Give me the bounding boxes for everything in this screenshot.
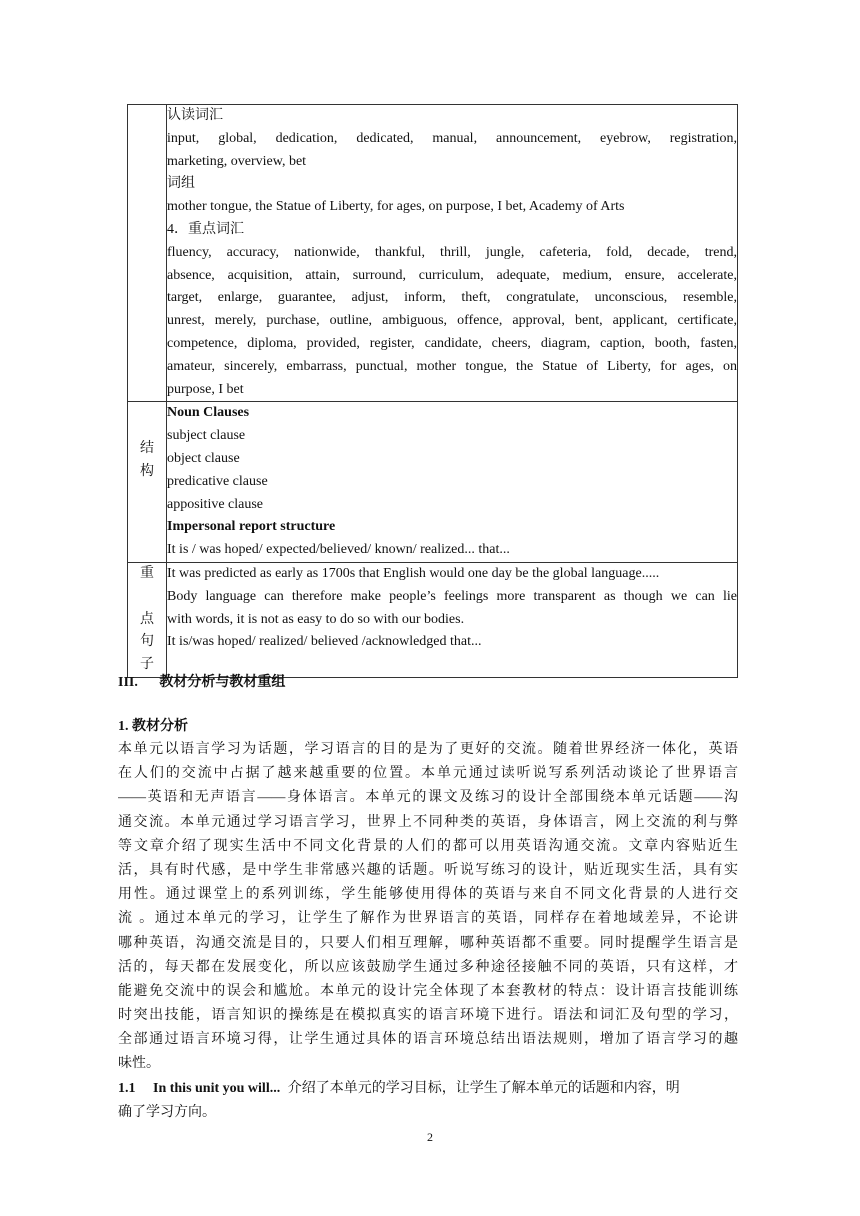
section-number: III.: [118, 675, 138, 690]
analysis-line: 通交流。本单元通过学习语言学习，世界上不同种类的英语，身体语言，网上交流的利与弊: [118, 814, 738, 830]
vocab-label-cell: [128, 105, 167, 402]
vocab-content-cell: [167, 105, 738, 402]
analysis-line: 能避免交流中的误会和尴尬。本单元的设计完全体现了本套教材的特点：设计语言技能训练: [118, 983, 738, 999]
analysis-paragraph: [118, 738, 738, 1125]
subsection-title: In this unit you will...: [153, 1080, 281, 1096]
sentences-label-char: 子: [140, 657, 154, 673]
key-sentence-line: with words, it is not as easy to do so with our bodies.: [167, 611, 465, 627]
key-vocab-line: amateur, sincerely, embarrass, punctual, mother tongue, the Statue of Liberty, for ages, on: [167, 358, 737, 374]
analysis-line: 流 。通过本单元的学习，让学生了解作为世界语言的英语，同样存在着地域差异，不论讲: [118, 911, 738, 927]
key-vocab-line: fluency, accuracy, nationwide, thankful, thrill, jungle, cafeteria, fold, decade, trend,: [167, 244, 737, 260]
analysis-line: 本单元以语言学习为话题，学习语言的目的是为了更好的交流。随着世界经济一体化，英语: [118, 742, 738, 757]
key-vocab-line: unrest, merely, purchase, outline, ambiguous, offence, approval, bent, applicant, certificate,: [167, 313, 737, 329]
syllabus-table: [127, 104, 738, 678]
analysis-line: 等文章介绍了现实生活中不同文化背景的人们的都可以用英语沟通交流。文章内容贴近生: [118, 838, 738, 854]
analysis-line: 用性。通过课堂上的系列训练，学生能够使用得体的英语与来自不同文化背景的人进行交: [118, 887, 738, 903]
noun-clause-item: predicative clause: [167, 473, 268, 489]
analysis-line: 在人们的交流中占据了越来越重要的位置。本单元通过读听说写系列活动谈论了世界语言: [118, 766, 738, 782]
analysis-line: 全部通过语言环境习得，让学生通过具体的语言环境总结出语法规则，增加了语言学习的趣: [118, 1032, 738, 1048]
subsection-text: 介绍了本单元的学习目标，让学生了解本单元的话题和内容，明: [287, 1080, 680, 1096]
read-vocab-line: marketing, overview, bet: [167, 153, 307, 169]
vocab-row: [128, 105, 738, 402]
analysis-line: 活的，每天都在发展变化，所以应该鼓励学生通过多种途径接触不同的英语，只有这样，才: [118, 959, 738, 975]
analysis-line: 活，具有时代感，是中学生非常感兴趣的话题。听说写练习的设计，贴近现实生活，具有实: [118, 862, 738, 878]
page-number: 2: [427, 1130, 433, 1144]
phrase-heading: 词组: [167, 176, 195, 192]
key-vocab-heading: 4．重点词汇: [167, 221, 244, 237]
structure-content-cell: [167, 402, 738, 563]
analysis-line: 味性。: [118, 1056, 160, 1072]
key-vocab-line: absence, acquisition, attain, surround, curriculum, adequate, medium, ensure, accelerate,: [167, 267, 737, 283]
analysis-line: 哪种英语，沟通交流是目的，只要人们相互理解，哪种英语都不重要。同时提醒学生语言是: [118, 935, 738, 951]
structure-label-char: 结: [140, 441, 154, 457]
noun-clause-item: appositive clause: [167, 496, 264, 512]
impersonal-example: It is / was hoped/ expected/believed/ known/ realized... that...: [167, 542, 510, 558]
structure-label-cell: [128, 402, 167, 563]
subsection-number: 1.1: [118, 1080, 136, 1096]
key-vocab-line: competence, diploma, provided, register, candidate, cheers, diagram, caption, booth, fasten,: [167, 335, 737, 351]
impersonal-heading: Impersonal report structure: [167, 519, 336, 535]
sentences-row: [128, 562, 738, 677]
analysis-heading: 1. 教材分析: [118, 719, 188, 734]
read-vocab-line: input, global, dedication, dedicated, manual, announcement, eyebrow, registration,: [167, 130, 737, 146]
key-vocab-line: purpose, I bet: [167, 381, 244, 397]
sentences-label-char: 句: [140, 634, 154, 650]
key-sentence-line: It was predicted as early as 1700s that English would one day be the global language.....: [167, 565, 660, 581]
sentences-label-char: 点: [140, 611, 154, 627]
noun-clauses-heading: Noun Clauses: [167, 405, 250, 421]
sentences-label-cell: [128, 562, 167, 677]
sentences-label-char: 重: [140, 565, 154, 581]
analysis-line: ——英语和无声语言——身体语言。本单元的课文及练习的设计全部围绕本单元话题——沟: [118, 790, 738, 806]
section-title: 教材分析与教材重组: [159, 675, 286, 690]
section-heading: [118, 672, 738, 694]
phrase-line: mother tongue, the Statue of Liberty, for ages, on purpose, I bet, Academy of Arts: [167, 199, 625, 215]
structure-row: [128, 402, 738, 563]
read-vocab-heading: 认读词汇: [167, 108, 223, 123]
noun-clause-item: subject clause: [167, 428, 246, 444]
analysis-line: 时突出技能，语言知识的操练是在模拟真实的语言环境下进行。语法和词汇及句型的学习，: [118, 1008, 738, 1024]
key-vocab-line: target, enlarge, guarantee, adjust, inform, theft, congratulate, unconscious, resemble,: [167, 290, 737, 306]
key-sentence-line: It is/was hoped/ realized/ believed /acknowledged that...: [167, 634, 482, 650]
key-sentence-line: Body language can therefore make people’s feelings more transparent as though we can lie: [167, 588, 737, 604]
subsection-line: [118, 1077, 738, 1101]
noun-clause-item: object clause: [167, 450, 240, 466]
structure-label-char: 构: [140, 464, 154, 480]
sentences-content-cell: [167, 562, 738, 677]
subsection-text: 确了学习方向。: [118, 1104, 216, 1120]
